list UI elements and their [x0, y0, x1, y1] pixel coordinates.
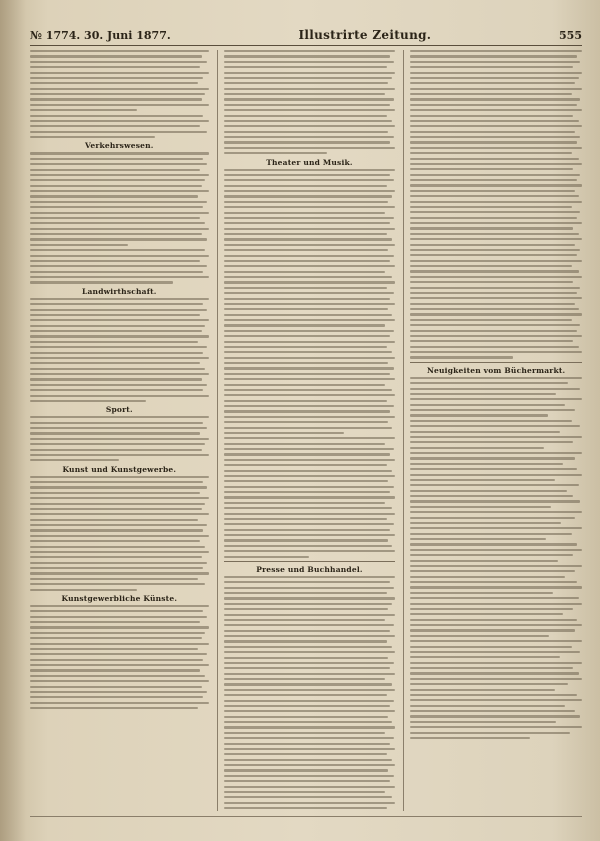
article-text [224, 576, 396, 811]
article-text [410, 50, 582, 359]
article-text [30, 298, 209, 402]
section-heading-landwirthschaft: Landwirthschaft. [82, 286, 157, 296]
article-text [224, 169, 396, 558]
section-divider [224, 561, 396, 562]
page-footer-rule [30, 816, 582, 831]
section-heading-buechermarkt: Neuigkeiten vom Büchermarkt. [426, 365, 566, 375]
section-heading-presse-buchhandel: Presse und Buchhandel. [256, 564, 363, 574]
section-heading-verkehrswesen: Verkehrswesen. [85, 141, 154, 151]
article-text [30, 152, 209, 283]
section-heading-kunstgewerbe: Kunstgewerbliche Künste. [61, 593, 178, 603]
binding-shadow [0, 0, 26, 841]
section-heading-kunst: Kunst und Kunstgewerbe. [62, 464, 177, 474]
text-columns [30, 50, 582, 811]
page-header [30, 18, 582, 46]
masthead-title: Illustrirte Zeitung. [298, 28, 432, 42]
article-text [30, 476, 209, 591]
book-list [410, 377, 582, 739]
column-1 [30, 50, 209, 811]
article-text [30, 605, 209, 709]
article-text [30, 416, 209, 461]
page-number: 555 [559, 29, 582, 42]
article-text [224, 50, 396, 154]
column-2 [217, 50, 396, 811]
section-heading-theater-musik: Theater und Musik. [266, 157, 353, 167]
article-text [30, 50, 209, 138]
column-3 [403, 50, 582, 811]
section-divider [410, 362, 582, 363]
issue-number: № 1774. 30. Juni 1877. [30, 29, 171, 42]
section-heading-sport: Sport. [105, 405, 133, 415]
